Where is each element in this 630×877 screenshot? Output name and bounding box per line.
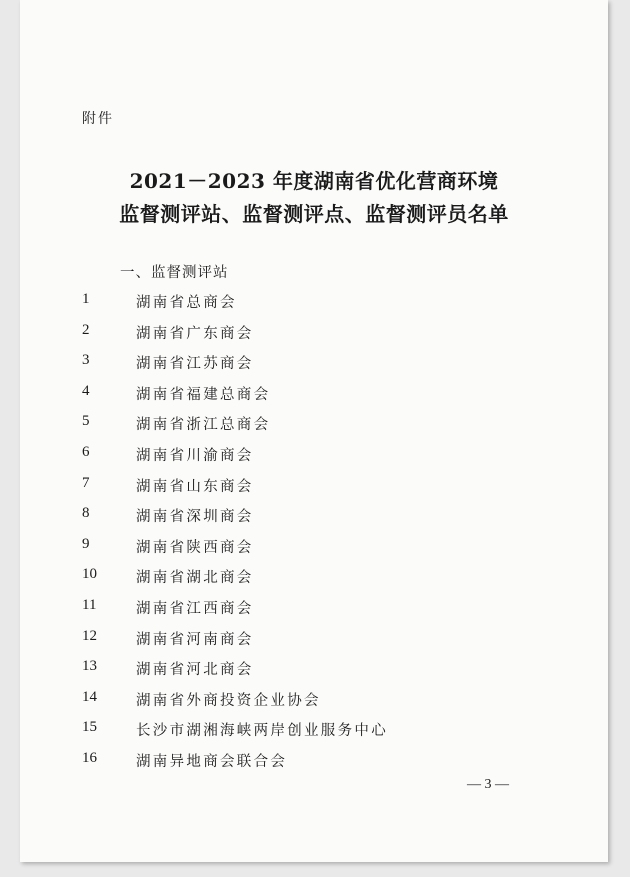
page-number: — 3 — (467, 777, 509, 792)
item-number: 4 (82, 382, 90, 399)
item-number: 14 (82, 688, 97, 705)
item-name: 长沙市湖湘海峡两岸创业服务中心 (136, 723, 388, 740)
attachment-label: 附件 (82, 111, 114, 127)
list-item (20, 715, 608, 746)
list-item (20, 562, 608, 593)
item-number: 9 (82, 535, 90, 552)
document-page (20, 0, 608, 862)
item-number: 16 (82, 749, 97, 766)
list-item (20, 593, 608, 624)
list-item (20, 501, 608, 532)
list-item (20, 409, 608, 440)
item-name: 湖南省外商投资企业协会 (136, 692, 321, 709)
item-name: 湖南省广东商会 (136, 325, 254, 342)
item-number: 2 (82, 321, 90, 338)
item-name: 湖南省总商会 (136, 295, 237, 311)
item-name: 湖南省河南商会 (136, 631, 254, 648)
item-name: 湖南异地商会联合会 (136, 753, 288, 770)
item-name: 湖南省深圳商会 (136, 509, 254, 526)
document-title-line1: 2021－2023 年度湖南省优化营商环境 (129, 169, 499, 193)
list-item (20, 440, 608, 471)
item-name: 湖南省陕西商会 (136, 539, 254, 556)
list-item (20, 318, 608, 349)
item-number: 7 (82, 474, 90, 491)
list-item (20, 287, 608, 318)
item-number: 12 (82, 627, 97, 644)
item-name: 湖南省浙江总商会 (136, 417, 271, 434)
item-name: 湖南省福建总商会 (136, 386, 271, 403)
station-list (20, 287, 608, 777)
item-name: 湖南省河北商会 (136, 662, 254, 679)
item-number: 10 (82, 566, 97, 583)
list-item (20, 624, 608, 655)
item-number: 6 (82, 443, 90, 460)
list-item (20, 685, 608, 716)
item-number: 11 (82, 596, 97, 613)
list-item (20, 471, 608, 502)
item-name: 湖南省江西商会 (136, 600, 254, 617)
item-name: 湖南省湖北商会 (136, 570, 254, 587)
item-name: 湖南省山东商会 (136, 478, 254, 495)
item-name: 湖南省江苏商会 (136, 356, 254, 373)
item-number: 8 (82, 505, 90, 522)
item-number: 15 (82, 719, 97, 736)
list-item (20, 654, 608, 685)
item-name: 湖南省川渝商会 (136, 447, 254, 464)
list-item (20, 348, 608, 379)
item-number: 1 (82, 291, 90, 307)
item-number: 13 (82, 658, 97, 675)
list-item (20, 532, 608, 563)
section-heading: 一、监督测评站 (120, 265, 229, 281)
item-number: 5 (82, 413, 90, 430)
list-item (20, 746, 608, 777)
item-number: 3 (82, 352, 90, 369)
list-item (20, 379, 608, 410)
document-title-line2: 监督测评站、监督测评点、监督测评员名单 (119, 202, 509, 226)
